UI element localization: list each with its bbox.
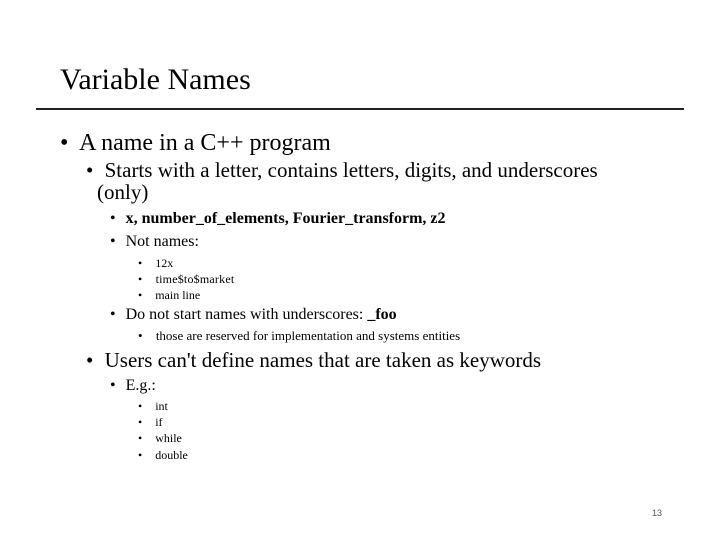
bullet-text: main line [155, 288, 201, 302]
bullet-dot: • [60, 130, 69, 156]
bullet-text: Not names: [125, 233, 199, 250]
bullet-text: E.g.: [125, 377, 156, 394]
bullet-l3-not-names [110, 232, 199, 252]
bullet-l4-reserved [138, 328, 460, 344]
bullet-text: Users can't define names that are taken as keywords [104, 348, 542, 372]
bullet-l2-starts-with-letter [86, 158, 598, 182]
bullet-dot: • [138, 399, 143, 413]
bullet-l3-eg [110, 376, 156, 396]
bullet-dot: • [110, 210, 116, 227]
bullet-l4-kw-if [138, 414, 163, 430]
bullet-text: int [155, 399, 168, 413]
bullet-l4-kw-int [138, 398, 168, 414]
bullet-dot: • [138, 328, 143, 343]
bullet-text: x, number_of_elements, Fourier_transform, z2 [125, 210, 446, 227]
bullet-l1-name-in-cpp [60, 128, 331, 158]
bullet-dot: • [138, 448, 143, 462]
bullet-dot: • [86, 348, 94, 372]
bullet-text: if [155, 415, 163, 429]
bullet-l4-bad-main-line [138, 287, 200, 303]
bullet-l4-bad-12x [138, 255, 173, 271]
page-number: 13 [652, 508, 663, 518]
bullet-l4-kw-double [138, 447, 188, 463]
bullet-text: 12x [155, 256, 174, 270]
bullet-dot: • [138, 415, 143, 429]
bullet-l4-bad-time-to-market [138, 271, 234, 287]
bullet-text: while [155, 431, 182, 445]
bullet-dot: • [110, 306, 116, 323]
bullet-dot: • [138, 431, 143, 445]
slide-title: Variable Names [60, 63, 251, 96]
bullet-l4-kw-while [138, 430, 182, 446]
bullet-text: double [155, 448, 188, 462]
bullet-dot: • [86, 158, 94, 182]
bullet-dot: • [110, 377, 116, 394]
bullet-l3-valid-examples [110, 209, 446, 229]
bullet-text: Starts with a letter, contains letters, digits, and underscores [104, 158, 598, 182]
bullet-l2-continuation: (only) [97, 180, 149, 204]
bullet-l3-underscores [110, 305, 397, 325]
bullet-text: time$to$market [155, 272, 235, 286]
bullet-dot: • [110, 233, 116, 250]
bullet-dot: • [138, 256, 143, 270]
bullet-text: Do not start names with underscores: [125, 306, 368, 323]
underscore-example: _foo [367, 306, 397, 323]
bullet-l2-keywords [86, 348, 541, 372]
bullet-text: those are reserved for implementation and systems entities [155, 328, 461, 343]
bullet-text: A name in a C++ program [79, 130, 331, 156]
bullet-dot: • [138, 288, 143, 302]
bullet-dot: • [138, 272, 143, 286]
title-divider [36, 108, 684, 110]
